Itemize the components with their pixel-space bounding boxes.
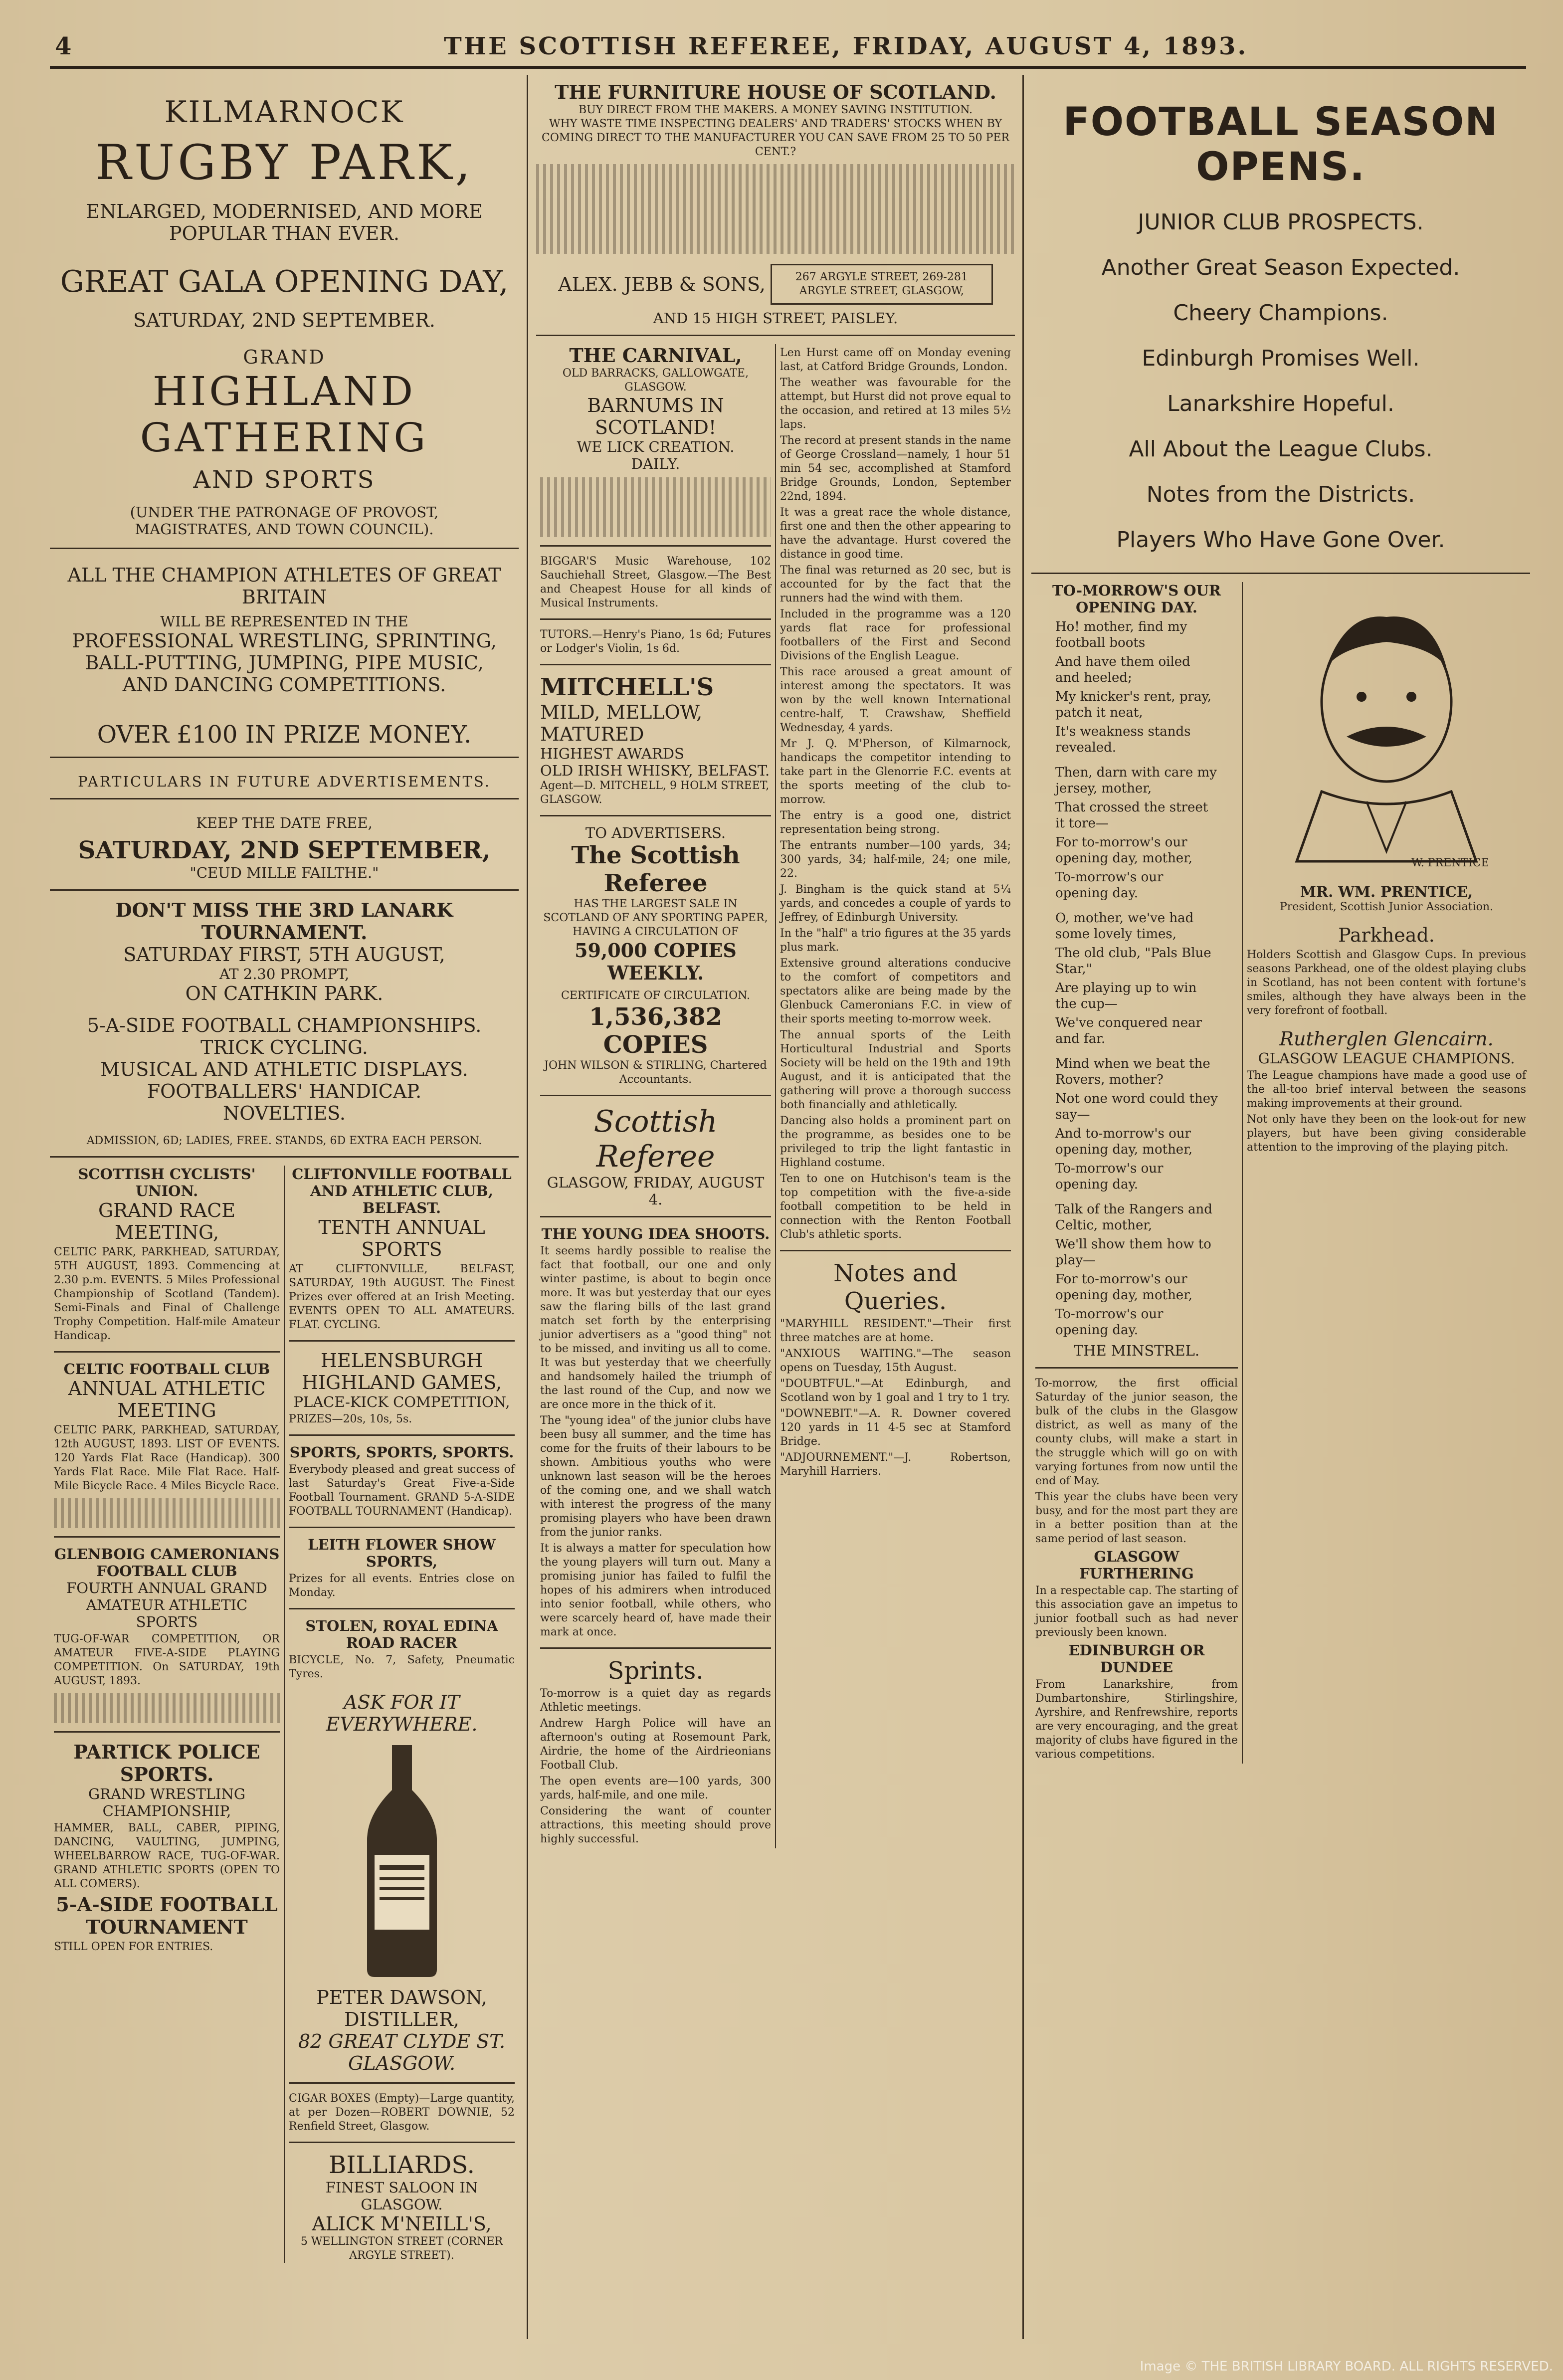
ad-sport-body: STILL OPEN FOR ENTRIES.	[54, 1941, 213, 1953]
ad-sport-sub: ANNUAL ATHLETIC MEETING	[68, 1378, 266, 1421]
deck-line: All About the League Clubs.	[1129, 436, 1433, 462]
article-paragraph: J. Bingham is the quick stand at 5¼ yards, and concedes a couple of yards to Jeffrey, of Edinburgh University.	[780, 883, 1011, 924]
divider	[540, 1095, 771, 1096]
article-paragraph: Mr J. Q. M'Pherson, of Kilmarnock, handicaps the competitor intending to take part in the Glenorrie F.C. events at the sports meeting of the club to-morrow.	[780, 738, 1011, 806]
ad-ceud: "CEUD MILLE FAILTHE."	[190, 864, 379, 881]
poem-line: It's weakness stands revealed.	[1055, 724, 1191, 755]
article-paragraph: This race aroused a great amount of interest among the spectators. It was won by the well known International centre-half, T. Crawshaw, Sheffield Wednesday, 4 yards.	[780, 666, 1011, 734]
header-rule	[50, 66, 1526, 69]
middle-col-a	[536, 344, 775, 1848]
dawson-name: PETER DAWSON, DISTILLER,	[316, 1986, 487, 2030]
dawson-ad	[289, 1691, 515, 2074]
ad-sport-2	[54, 1546, 280, 1723]
note-item: "MARYHILL RESIDENT."—Their first three matches are at home.	[780, 1318, 1011, 1344]
ad-mid-2	[289, 1444, 515, 1519]
article-paragraph: Extensive ground alterations conducive to the comfort of competitors and spectators alike are being made by the Glenbuck Cameronians F.C. in view of their sports meeting to-morrow week.	[780, 957, 1011, 1025]
note-item: "DOUBTFUL."—At Edinburgh, and Scotland won by 1 goal and 1 try to 1 try.	[780, 1378, 1011, 1404]
deck-line: Another Great Season Expected.	[1101, 255, 1460, 280]
paper-date: GLASGOW, FRIDAY, AUGUST 4.	[547, 1174, 765, 1208]
middle-col-b	[775, 344, 1015, 1848]
sprints-article	[540, 1657, 771, 1846]
whisky-bottle-illustration	[337, 1740, 467, 1980]
biggar-ad: BIGGAR'S Music Warehouse, 102 Sauchiehall Street, Glasgow.—The Best and Cheapest House for all kinds of Musical Instruments.	[540, 555, 771, 609]
ad-sport-title: GLENBOIG CAMERONIANS FOOTBALL CLUB	[54, 1546, 280, 1580]
article-paragraph: It is always a matter for speculation how the young players will turn out. Many a promising junior has failed to fulfil the hopes of his admirers when introduced into senior football, while others, who were scarcely heard of, have made their mark at once.	[540, 1542, 771, 1638]
notes-queries	[780, 1259, 1011, 1479]
lanark-ad	[50, 899, 519, 1148]
article-title: Sprints.	[607, 1657, 704, 1685]
billiards-address: 5 WELLINGTON STREET (CORNER ARGYLE STREET).	[300, 2235, 503, 2262]
deck-line: Players Who Have Gone Over.	[1116, 527, 1445, 553]
lanark-line-7: MUSICAL AND ATHLETIC DISPLAYS.	[100, 1058, 468, 1080]
poem-column	[1031, 582, 1242, 1764]
ad-mid-sub: PLACE-KICK COMPETITION,	[293, 1393, 510, 1410]
mitchell-agent: Agent—D. MITCHELL, 9 HOLM STREET, GLASGOW.	[540, 780, 770, 806]
divider	[50, 889, 519, 891]
ad-mid-body: PRIZES—20s, 10s, 5s.	[289, 1413, 412, 1425]
advertisers-sign: JOHN WILSON & STIRLING, Chartered Accountants.	[544, 1059, 767, 1086]
ad-patronage: (UNDER THE PATRONAGE OF PROVOST, MAGISTRATES, AND TOWN COUNCIL).	[130, 504, 439, 538]
dawson-slogan: ASK FOR IT EVERYWHERE.	[326, 1691, 478, 1735]
ad-sport-title: PARTICK POLICE SPORTS.	[73, 1741, 260, 1785]
ad-sport-3	[54, 1741, 280, 1891]
notes-title: Notes and Queries.	[833, 1259, 958, 1315]
ad-grand: GRAND	[243, 346, 326, 368]
column-left	[50, 75, 519, 2339]
page-header-title: THE SCOTTISH REFEREE, FRIDAY, AUGUST 4, 1893.	[444, 32, 1248, 60]
poem-line: Talk of the Rangers and Celtic, mother,	[1055, 1202, 1212, 1233]
ad-park-title: RUGBY PARK,	[95, 135, 474, 191]
ad-events3: AND DANCING COMPETITIONS.	[122, 674, 446, 696]
poem-line: For to-morrow's our opening day, mother,	[1055, 1272, 1193, 1303]
tutor-ad: TUTORS.—Henry's Piano, 1s 6d; Futures or Lodger's Violin, 1s 6d.	[540, 628, 771, 655]
deck-line: Cheery Champions.	[1173, 300, 1388, 326]
prentice-portrait	[1247, 592, 1526, 871]
portrait-column	[1242, 582, 1530, 1764]
ad-sport-title: SCOTTISH CYCLISTS' UNION.	[78, 1166, 256, 1199]
ad-mid-body: BICYCLE, No. 7, Safety, Pneumatic Tyres.	[289, 1654, 515, 1680]
divider	[289, 1527, 515, 1528]
furniture-address-block	[536, 259, 1015, 310]
billiards-owner: ALICK M'NEILL'S,	[312, 2213, 492, 2235]
divider	[780, 1250, 1011, 1251]
divider	[50, 548, 519, 549]
note-item: "DOWNEBIT."—A. R. Downer covered 120 yards in 11 4-5 sec at Stamford Bridge.	[780, 1407, 1011, 1448]
ad-sport-sub: GRAND WRESTLING CHAMPIONSHIP,	[88, 1785, 246, 1819]
carnival-ad	[540, 344, 771, 537]
ad-particulars: PARTICULARS IN FUTURE ADVERTISEMENTS.	[78, 773, 491, 790]
article-paragraph: In a respectable cap. The starting of this association gave an impetus to junior football such as had never previously been known.	[1035, 1585, 1238, 1639]
article-paragraph: Holders Scottish and Glasgow Cups. In previous seasons Parkhead, one of the oldest playing clubs in Scotland, has not been content with fortune's smiles, although they have always been in the very forefront of football.	[1247, 949, 1526, 1017]
ad-mid-body: Everybody pleased and great success of last Saturday's Great Five-a-Side Football Tournament. GRAND 5-A-SIDE FOOTBALL TOURNAMENT (Handicap).	[289, 1463, 515, 1518]
lanark-line-5: 5-A-SIDE FOOTBALL CHAMPIONSHIPS.	[87, 1014, 482, 1036]
divider	[50, 757, 519, 758]
poem-line: And have them oiled and heeled;	[1055, 654, 1190, 685]
poem-line: For to-morrow's our opening day, mother,	[1055, 835, 1193, 866]
divider	[540, 815, 771, 816]
paper-masthead	[540, 1104, 771, 1208]
small-ads-mid	[284, 1166, 519, 2263]
ad-sport-title: 5-A-SIDE FOOTBALL TOURNAMENT	[56, 1893, 278, 1938]
carnival-list	[540, 477, 771, 537]
advertisers-line-1: HAS THE LARGEST SALE IN SCOTLAND OF ANY SPORTING PAPER,	[543, 898, 768, 924]
mitchell-name: MITCHELL'S	[540, 673, 714, 701]
ad-mid-title: STOLEN, ROYAL EDINA ROAD RACER	[305, 1617, 498, 1651]
portrait-signature: W. PRENTICE	[1411, 857, 1489, 869]
ad-mid-sub: TENTH ANNUAL SPORTS	[318, 1216, 485, 1260]
furniture-line-2: WHY WASTE TIME INSPECTING DEALERS' AND TRADERS' STOCKS WHEN BY COMING DIRECT TO THE MANUFACTURER YOU CAN SAVE FROM 25 TO 50 PER CENT.?	[542, 118, 1009, 158]
article-paragraph: Ten to one on Hutchison's team is the top competition with the five-a-side football competition to be held in connection with the Renton Football Club's athletic sports.	[780, 1173, 1011, 1241]
young-idea-article	[540, 1225, 771, 1639]
column-middle	[536, 75, 1015, 2339]
page-number: 4	[55, 32, 74, 60]
article-paragraph: In the "half" a trio figures at the 35 yards plus mark.	[780, 927, 1011, 954]
subheading-champions: GLASGOW LEAGUE CHAMPIONS.	[1258, 1050, 1515, 1067]
poem-line: O, mother, we've had some lovely times,	[1055, 911, 1194, 942]
furniture-ad	[536, 81, 1015, 327]
cigar-ad: CIGAR BOXES (Empty)—Large quantity, at per Dozen—ROBERT DOWNIE, 52 Renfield Street, Glasgow.	[289, 2092, 515, 2133]
carnival-daily: DAILY.	[631, 455, 680, 472]
ad-sport-title: CELTIC FOOTBALL CLUB	[63, 1361, 270, 1378]
poem-line: That crossed the street it tore—	[1055, 800, 1208, 831]
article-paragraph: Considering the want of counter attractions, this meeting should prove highly successful.	[540, 1805, 771, 1845]
ad-prize: OVER £100 IN PRIZE MONEY.	[97, 721, 472, 749]
carnival-title: THE CARNIVAL,	[569, 344, 742, 367]
advertisers-to: TO ADVERTISERS.	[585, 824, 726, 841]
advertisers-notice	[540, 824, 771, 1087]
subheading-parkhead: Parkhead.	[1338, 924, 1435, 946]
poem-line: We've conquered near and far.	[1055, 1015, 1202, 1046]
article-paragraph: The entrants number—100 yards, 34; 300 yards, 34; half-mile, 24; one mile, 22.	[780, 839, 1011, 880]
divider	[289, 1434, 515, 1436]
ad-sport-body: CELTIC PARK, PARKHEAD, SATURDAY, 12th AUGUST, 1893. LIST OF EVENTS. 120 Yards Flat Race (Handicap). 300 Yards Flat Race. Mile Flat Race. Half-Mile Bicycle Race. 4 Miles Bicycle Race.	[54, 1424, 280, 1492]
dawson-address: 82 GREAT CLYDE ST. GLASGOW.	[298, 2030, 506, 2074]
furniture-address: 267 ARGYLE STREET, 269-281 ARGYLE STREET, GLASGOW,	[771, 264, 993, 305]
ad-sport-4	[54, 1893, 280, 1954]
advertisers-line-3: 59,000 COPIES WEEKLY.	[575, 939, 737, 984]
event-table	[54, 1693, 280, 1723]
poem-line: Mind when we beat the Rovers, mother?	[1055, 1056, 1210, 1087]
article-paragraph: The open events are—100 yards, 300 yards, half-mile, and one mile.	[540, 1775, 771, 1801]
deck-line: Lanarkshire Hopeful.	[1167, 391, 1394, 416]
note-item: "ADJOURNEMENT."—J. Robertson, Maryhill Harriers.	[780, 1451, 1011, 1478]
divider	[540, 545, 771, 547]
football-headline: FOOTBALL SEASON OPENS.	[1063, 100, 1499, 190]
mitchell-ad	[540, 673, 771, 807]
article-title: THE YOUNG IDEA SHOOTS.	[541, 1225, 770, 1242]
article-paragraph: The final was returned as 20 sec, but is accounted for by the fact that the runners had the wind with them.	[780, 564, 1011, 604]
poem-line: The old club, "Pals Blue Star,"	[1055, 946, 1211, 977]
billiards-title: BILLIARDS.	[329, 2151, 475, 2179]
small-ads-left	[50, 1166, 284, 2263]
ad-date: SATURDAY, 2ND SEPTEMBER.	[133, 309, 435, 331]
divider	[289, 1608, 515, 1609]
ad-mid-title: CLIFTONVILLE FOOTBALL AND ATHLETIC CLUB, BELFAST.	[292, 1166, 512, 1216]
article-paragraph: Included in the programme was a 120 yards flat race for professional footballers of the First and Second Divisions of the English League.	[780, 608, 1011, 662]
carnival-barnums: BARNUMS IN SCOTLAND!	[587, 395, 724, 438]
advertisers-line-2: HAVING A CIRCULATION OF	[573, 926, 739, 938]
ad-gala: GREAT GALA OPENING DAY,	[60, 264, 509, 299]
advertisers-cert: CERTIFICATE OF CIRCULATION.	[561, 990, 750, 1002]
ad-sport-body: TUG-OF-WAR COMPETITION, OR AMATEUR FIVE-A-SIDE PLAYING COMPETITION. On SATURDAY, 19th AUGUST, 1893.	[54, 1633, 280, 1687]
divider	[540, 1647, 771, 1649]
ad-represented: WILL BE REPRESENTED IN THE	[160, 613, 408, 630]
mitchell-awards: HIGHEST AWARDS	[540, 745, 684, 762]
poem-title: TO-MORROW'S OUR OPENING DAY.	[1052, 582, 1221, 616]
lanark-line-9: NOVELTIES.	[223, 1102, 346, 1124]
article-paragraph: The entry is a good one, district representation being strong.	[780, 809, 1011, 836]
furniture-firm: ALEX. JEBB & SONS,	[558, 273, 766, 295]
ad-mid-1	[289, 1350, 515, 1426]
divider	[540, 1216, 771, 1217]
carnival-sub: OLD BARRACKS, GALLOWGATE, GLASGOW.	[562, 367, 749, 394]
divider	[289, 2142, 515, 2143]
furniture-line-1: BUY DIRECT FROM THE MAKERS. A MONEY SAVING INSTITUTION.	[578, 104, 973, 116]
lanark-line-4: ON CATHKIN PARK.	[185, 983, 384, 1004]
article-paragraph: To-morrow is a quiet day as regards Athletic meetings.	[540, 1687, 771, 1714]
article-paragraph: The "young idea" of the junior clubs have been busy all summer, and the time has come for the fruits of their labours to be shown. Ambitious youths who were unknown last season will be the heroes of the coming one, and we shall watch with interest the progress of the many promising players who have been drawn from the junior ranks.	[540, 1414, 771, 1539]
divider	[289, 1340, 515, 1342]
ad-highland: HIGHLAND GATHERING	[140, 368, 429, 461]
small-ads	[50, 1166, 519, 2263]
divider	[50, 1156, 519, 1158]
article-paragraph: This year the clubs have been very busy, and for the most part they are in a better position than at the same period of last season.	[1035, 1491, 1238, 1545]
poem-line: We'll show them how to play—	[1055, 1237, 1211, 1268]
article-paragraph: Len Hurst came off on Monday evening last, at Catford Bridge Grounds, London.	[780, 347, 1011, 373]
advertisers-total: 1,536,382 COPIES	[588, 1003, 723, 1059]
article-paragraph: From Lanarkshire, from Dumbartonshire, Stirlingshire, Ayrshire, and Renfrewshire, reports are very encouraging, and the great majority of clubs have figured in the various competitions.	[1035, 1678, 1238, 1761]
lanark-line-3: AT 2.30 PROMPT,	[219, 966, 350, 983]
ad-mid-body: Prizes for all events. Entries close on Monday.	[289, 1573, 515, 1599]
article-paragraph: Not only have they been on the look-out for new players, but have been giving considerable attention to the improving of the playing pitch.	[1247, 1113, 1526, 1154]
column-rule	[1022, 75, 1024, 2339]
divider	[540, 664, 771, 665]
divider	[289, 2082, 515, 2084]
article-paragraph: To-morrow, the first official Saturday of the junior season, the bulk of the clubs in the Glasgow district, as well as many of the county clubs, will make a start in the struggle which will go on with varying fortunes from now until the end of May.	[1035, 1377, 1238, 1487]
billiards-sub: FINEST SALOON IN GLASGOW.	[325, 2179, 478, 2213]
football-columns	[1031, 582, 1530, 1764]
ad-mid-title: SPORTS, SPORTS, SPORTS.	[289, 1444, 514, 1461]
ad-mid-3	[289, 1536, 515, 1600]
article-paragraph: Andrew Hargh Police will have an afternoon's outing at Rosemount Park, Airdrie, the home of the Airdrieonians Football Club.	[540, 1717, 771, 1772]
divider	[540, 618, 771, 620]
ad-popular: POPULAR THAN EVER.	[169, 222, 399, 244]
poem-line: My knicker's rent, pray, patch it neat,	[1055, 689, 1211, 720]
portrait-caption-name: MR. WM. PRENTICE,	[1300, 883, 1473, 900]
furniture-title: THE FURNITURE HOUSE OF SCOTLAND.	[555, 81, 996, 103]
billiards-ad	[289, 2151, 515, 2263]
mitchell-words: MILD, MELLOW, MATURED	[540, 701, 703, 745]
ad-sport-1	[54, 1361, 280, 1528]
article-paragraph: The annual sports of the Leith Horticultural Industrial and Sports Society will be held on the 19th and 19th August, and it is anticipated that the gathering will prove a thorough success both financially and athletically.	[780, 1029, 1011, 1111]
advertisers-title: The Scottish Referee	[571, 841, 740, 897]
article-paragraph: Dancing also holds a prominent part on the programme, as besides one to be privileged to trip the light fantastic in Highland costume.	[780, 1115, 1011, 1169]
ad-events2: BALL-PUTTING, JUMPING, PIPE MUSIC,	[85, 652, 484, 674]
subheading-rutherglen: Rutherglen Glencairn.	[1279, 1028, 1494, 1050]
divider	[54, 1731, 280, 1733]
note-item: "ANXIOUS WAITING."—The season opens on Tuesday, 15th August.	[780, 1348, 1011, 1374]
ad-mid-title: HELENSBURGH HIGHLAND GAMES,	[301, 1350, 502, 1393]
poem-line: To-morrow's our opening day.	[1055, 1161, 1164, 1192]
ad-mid-0	[289, 1166, 515, 1332]
divider	[1035, 1367, 1238, 1369]
divider	[1031, 573, 1530, 574]
divider	[536, 335, 1015, 336]
poem-line: Then, darn with care my jersey, mother,	[1055, 765, 1217, 796]
lanark-line-2: SATURDAY FIRST, 5TH AUGUST,	[123, 944, 445, 966]
ad-events1: PROFESSIONAL WRESTLING, SPRINTING,	[72, 630, 497, 652]
portrait-caption-title: President, Scottish Junior Association.	[1280, 901, 1493, 913]
column-rule	[527, 75, 528, 2339]
mitchell-old: OLD IRISH WHISKY, BELFAST.	[540, 762, 770, 779]
ad-sat: SATURDAY, 2ND SEPTEMBER,	[78, 836, 491, 864]
carnival-creation: WE LICK CREATION.	[577, 438, 735, 455]
column-right	[1031, 75, 1530, 2339]
poem-lines	[1035, 619, 1238, 1338]
poem-line: To-morrow's our opening day.	[1055, 870, 1164, 901]
ad-sport-body: CELTIC PARK, PARKHEAD, SATURDAY, 5TH AUGUST, 1893. Commencing at 2.30 p.m. EVENTS. 5 Miles Professional Championship of Scotland (Tandem). Semi-Finals and Final of Challenge Trophy Competition. Half-mile Amateur Handicap.	[54, 1246, 280, 1342]
ad-sport-0	[54, 1166, 280, 1343]
divider	[54, 1351, 280, 1353]
article-paragraph: The record at present stands in the name of George Crossland—namely, 1 hour 51 min 54 sec, accomplished at Stamford Bridge Grounds, London, September 22nd, 1894.	[780, 434, 1011, 503]
poem-line: To-morrow's our opening day.	[1055, 1307, 1164, 1338]
kilmarnock-ad	[50, 95, 519, 881]
article-paragraph: The weather was favourable for the attempt, but Hurst did not prove equal to the occasion, and retired at 13 miles 5½ laps.	[780, 377, 1011, 431]
poem-signature: THE MINSTREL.	[1073, 1342, 1200, 1359]
furniture-price-list	[536, 164, 1015, 254]
middle-columns	[536, 344, 1015, 1848]
ad-sport-sub: FOURTH ANNUAL GRAND AMATEUR ATHLETIC SPORTS	[66, 1580, 267, 1630]
paper-title: Scottish Referee	[593, 1104, 718, 1174]
poem-line: Ho! mother, find my football boots	[1055, 619, 1187, 650]
divider	[50, 798, 519, 799]
poem-line: Not one word could they say—	[1055, 1091, 1218, 1122]
lanark-line-6: TRICK CYCLING.	[200, 1036, 368, 1058]
article-paragraph: The League champions have made a good use of the all-too brief interval between the seasons making improvements at their ground.	[1247, 1069, 1526, 1110]
poem-line: Are playing up to win the cup—	[1055, 981, 1197, 1011]
ad-sports: AND SPORTS	[193, 466, 376, 494]
divider	[54, 1536, 280, 1538]
lanark-line-1: DON'T MISS THE 3RD LANARK TOURNAMENT.	[115, 899, 453, 944]
ad-keep: KEEP THE DATE FREE,	[196, 814, 373, 831]
poem-line: And to-morrow's our opening day, mother,	[1055, 1126, 1193, 1157]
ad-sport-body: HAMMER, BALL, CABER, PIPING, DANCING, VAULTING, JUMPING, WHEELBARROW RACE, TUG-OF-WAR. GRAND ATHLETIC SPORTS (OPEN TO ALL COMERS).	[54, 1822, 280, 1890]
article-paragraph: It seems hardly possible to realise the fact that football, our one and only winter pastime, is about to begin once more. It was but yesterday that our eyes saw the flaring bills of the last grand match set forth by the enterprising junior advertisers as a "good thing" not to be missed, and inviting us all to come. It was but yesterday that we cheerfully and handsomely hailed the triumph of the last round of the Cup, and now we are once more in the thick of it.	[540, 1245, 771, 1411]
ad-sport-sub: GRAND RACE MEETING,	[98, 1199, 236, 1243]
furniture-paisley: AND 15 HIGH STREET, PAISLEY.	[653, 310, 898, 327]
ad-town: KILMARNOCK	[164, 95, 404, 130]
ad-champions: ALL THE CHAMPION ATHLETES OF GREAT BRITAIN	[67, 564, 501, 608]
ad-mid-title: LEITH FLOWER SHOW SPORTS,	[308, 1536, 496, 1570]
article-paragraph: It was a great race the whole distance, first one and then the other appearing to have the advantage. Hurst covered the distance in good time.	[780, 506, 1011, 561]
subheading: EDINBURGH OR DUNDEE	[1068, 1642, 1205, 1676]
page-masthead	[50, 30, 1526, 65]
image-credit: Image © THE BRITISH LIBRARY BOARD. ALL RIGHTS RESERVED.	[1140, 2359, 1553, 2374]
deck-line: JUNIOR CLUB PROSPECTS.	[1138, 209, 1424, 235]
event-table	[54, 1498, 280, 1528]
ad-enlarged: ENLARGED, MODERNISED, AND MORE	[86, 200, 483, 222]
subheading: GLASGOW FURTHERING	[1079, 1548, 1194, 1582]
lanark-line-10: ADMISSION, 6D; LADIES, FREE. STANDS, 6D EXTRA EACH PERSON.	[86, 1135, 482, 1147]
deck-line: Notes from the Districts.	[1146, 482, 1415, 507]
ad-mid-4	[289, 1617, 515, 1681]
lanark-line-8: FOOTBALLERS' HANDICAP.	[147, 1080, 422, 1102]
ad-mid-body: AT CLIFTONVILLE, BELFAST, SATURDAY, 19th AUGUST. The Finest Prizes ever offered at an Irish Meeting. EVENTS OPEN TO ALL AMATEURS. FLAT. CYCLING.	[289, 1263, 515, 1331]
deck-line: Edinburgh Promises Well.	[1142, 346, 1420, 371]
